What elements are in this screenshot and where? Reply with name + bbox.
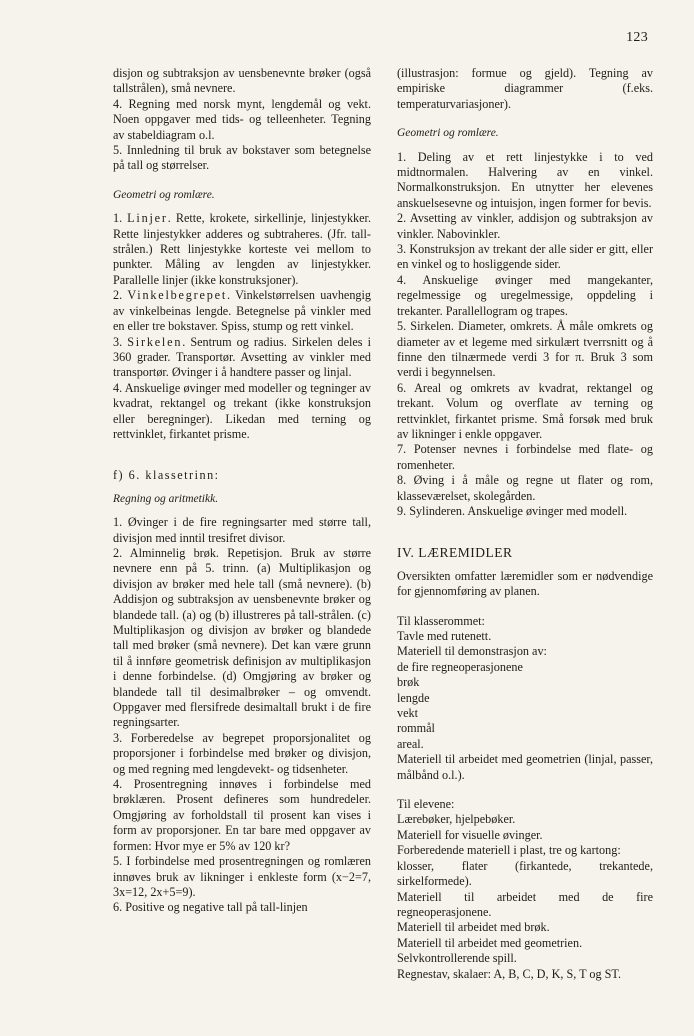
list-item: lengde [397, 690, 430, 705]
section-heading: Regning og aritmetikk. [113, 492, 219, 505]
subsection-label: Til klasserommet: [397, 613, 485, 628]
list-item: klosser, flater (firkantede, trekantede, sirkelformede). [397, 858, 653, 889]
list-item: Regnestav, skalaer: A, B, C, D, K, S, T og ST. [397, 966, 621, 981]
section-title: IV. LÆREMIDLER [397, 545, 513, 561]
list-item: 2. Alminnelig brøk. Repetisjon. Bruk av større nevnere enn på 5. trinn. (a) Multiplikasjon og divisjon av brøker med hele tall (små nevnere). (b) Addisjon og subtraksjon av uensbenevnte brøker og blandede tall. (a) og (b) illustreres på tall-strålen. (c) Multiplikasjon og divisjon av brøker og blandede tall med brøker (små nevnere). Det kan være grunn til å innføre geometrisk definisjon av multiplikasjon i denne forbindelse. (d) Omgjøring av brøker og blandede tall til desimalbrøker – og omvendt. Oppgaver med flersifrede desimaltall brukt i de fire regningsarter. [113, 545, 371, 730]
paragraph: (illustrasjon: formue og gjeld). Tegning av empiriske diagrammer (f.eks. temperaturvariasjoner). [397, 66, 653, 111]
page-number: 123 [626, 30, 648, 45]
list-item: 3. Konstruksjon av trekant der alle sider er gitt, eller en vinkel og to hosliggende sider. [397, 242, 653, 272]
list-item: 6. Areal og omkrets av kvadrat, rektangel og trekant. Volum og overflate av terning og rettvinklet, firkantet prisme. Små forsøk med bruk av likninger i enkle oppgaver. [397, 380, 653, 441]
list-item: 4. Prosentregning innøves i forbindelse med brøklæren. Prosent defineres som hundredeler. Omgjøring av forholdstall til prosent kan vises i form av proporsjoner. En tar bare med oppgaver av formen: Hvor mye er 5% av 120 kr? [113, 777, 371, 853]
list-item: 1. Deling av et rett linjestykke i to ved midtnormalen. Halvering av en vinkel. Normalkonstruksjon. En utnytter her elevenes anskuelsesevne og intuisjon, ingen former for bevis. [397, 149, 653, 210]
list-item: 8. Øving i å måle og regne ut flater og rom, klasseværelset, skolegården. [397, 473, 653, 503]
section-heading: Geometri og romlære. [113, 188, 215, 201]
section-heading: Geometri og romlære. [397, 127, 499, 140]
term: Linjer [127, 211, 168, 226]
list-item: 4. Anskuelige øvinger med mangekanter, regelmessige og uregelmessige, oppdeling i trekanter. Parallellogram og trapes. [397, 272, 653, 318]
paragraph: 4. Regning med norsk mynt, lengdemål og vekt. Noen oppgaver med tids- og telleenheter. Tegning av stabeldiagram o.l. [113, 96, 371, 142]
grade-heading: f) 6. klassetrinn: [113, 468, 220, 483]
list-item: de fire regneoperasjonene [397, 659, 523, 674]
list-item: 6. Positive og negative tall på tall-linjen [113, 900, 308, 915]
list-item: 9. Sylinderen. Anskuelige øvinger med modell. [397, 503, 628, 518]
list-item: Materiell til arbeidet med brøk. [397, 920, 550, 935]
right-column [397, 66, 653, 982]
list-item: vekt [397, 706, 418, 721]
list-item: areal. [397, 736, 424, 751]
term: Sirkelen [127, 334, 183, 349]
list-item: Forberedende materiell i plast, tre og kartong: [397, 843, 621, 858]
left-column [113, 66, 371, 916]
list-item: 5. Sirkelen. Diameter, omkrets. Å måle omkrets og diameter av et legeme med sirkulært tverrsnitt og å finne den tilnærmede verdi 3 for π. Bruk 3 som verdi i begynnelsen. [397, 319, 653, 380]
list-item: Tavle med rutenett. [397, 629, 492, 643]
list-item: 5. I forbindelse med prosentregningen og romlæren innøves bruk av likninger i enkleste form (x−2=7, 3x=12, 2x+5=9). [113, 854, 371, 899]
term: Vinkelbegrepet [127, 288, 228, 303]
list-item: Materiell for visuelle øvinger. [397, 827, 543, 842]
list-item: 1. Øvinger i de fire regningsarter med større tall, divisjon med inntil tresifret divisor. [113, 515, 371, 545]
list-item: 3. Forberedelse av begrepet proporsjonalitet og proporsjoner i forbindelse med brøker og divisjon, og med regning med lengdevekt- og tidsenheter. [113, 730, 371, 776]
list-item: 4. Anskuelige øvinger med modeller og tegninger av kvadrat, rektangel og trekant (ikke konstruksjon eller beregninger). Likedan med terning og rettvinklet, firkantet prisme. [113, 380, 372, 441]
paragraph: Oversikten omfatter læremidler som er nødvendige for gjennomføring av planen. [397, 568, 653, 599]
list-item: Lærebøker, hjelpebøker. [397, 812, 516, 827]
paragraph: 5. Innledning til bruk av bokstaver som betegnelse på tall og størrelser. [113, 143, 371, 173]
list-item: Selvkontrollerende spill. [397, 951, 517, 966]
list-item: 1. Linjer. Rette, krokete, sirkellinje, linjestykker. Rette linjestykker adderes og subtraheres. (Jfr. tall-strålen.) Rett linjestykke korteste vei mellom to punkter. Måling av lengden av linjestykker. Parallelle linjer (ikke konstruksjoner). [113, 211, 371, 287]
subsection-label: Til elevene: [397, 797, 455, 812]
list-item: Materiell til arbeidet med geometrien (linjal, passer, målbånd o.l.). [397, 752, 653, 782]
list-item: 7. Potenser nevnes i forbindelse med flate- og romenheter. [397, 442, 653, 472]
list-item: 2. Avsetting av vinkler, addisjon og subtraksjon av vinkler. Nabovinkler. [397, 211, 653, 241]
list-item: rommål [397, 721, 435, 736]
list-item: Materiell til arbeidet med de fire regneoperasjonene. [397, 889, 653, 919]
list-item: 3. Sirkelen. Sentrum og radius. Sirkelen deles i 360 grader. Transportør. Avsetting av vinkler med transportør. Øvinger i å handtere passer og linjal. [113, 334, 371, 380]
list-item: brøk [397, 675, 420, 690]
list-item: Materiell til demonstrasjon av: [397, 644, 547, 659]
list-item: Materiell til arbeidet med geometrien. [397, 935, 583, 950]
paragraph: disjon og subtraksjon av uensbenevnte brøker (også tallstrålen), små nevnere. [113, 66, 371, 96]
list-item: 2. Vinkelbegrepet. Vinkelstørrelsen uavhengig av vinkelbeinas lengde. Betegnelse på vinkler med en eller tre bokstaver. Spiss, stump og rett vinkel. [113, 288, 371, 334]
